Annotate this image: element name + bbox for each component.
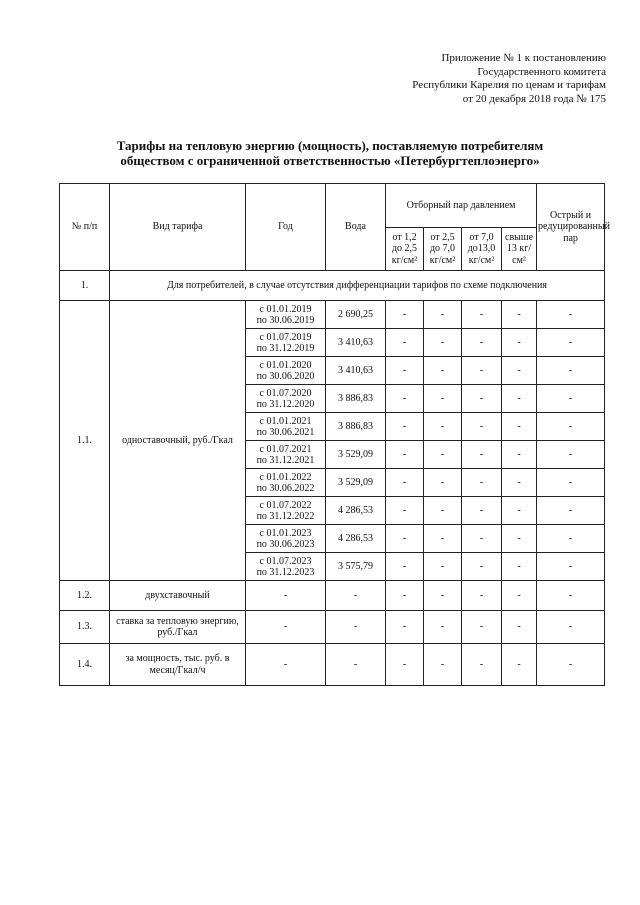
water-value: 3 529,09: [326, 441, 386, 469]
dash-cell: -: [424, 644, 462, 686]
dash-cell: -: [386, 644, 424, 686]
dash-cell: -: [246, 611, 326, 644]
period-cell: [246, 413, 326, 441]
dash-cell: -: [424, 581, 462, 611]
period-to: по 30.06.2020: [256, 370, 315, 382]
title-line: Тарифы на тепловую энергию (мощность), поставляемую потребителям: [116, 138, 544, 153]
period-to: по 31.12.2023: [256, 566, 315, 578]
dash-cell: -: [386, 413, 424, 441]
table-row: [60, 611, 605, 644]
dash-cell: -: [386, 525, 424, 553]
annex-note: [412, 52, 606, 106]
period-cell: [246, 441, 326, 469]
dash-cell: -: [326, 611, 386, 644]
dash-cell: -: [537, 611, 605, 644]
dash-cell: -: [462, 497, 502, 525]
dash-cell: -: [386, 611, 424, 644]
period-cell: [246, 301, 326, 329]
dash-cell: -: [462, 581, 502, 611]
dash-cell: -: [462, 525, 502, 553]
dash-cell: -: [502, 553, 537, 581]
annex-line: от 20 декабря 2018 года № 175: [462, 92, 606, 105]
dash-cell: -: [502, 413, 537, 441]
water-value: 3 410,63: [326, 357, 386, 385]
dash-cell: -: [537, 644, 605, 686]
header-type: Вид тарифа: [110, 184, 246, 271]
dash-cell: -: [502, 611, 537, 644]
dash-cell: -: [502, 385, 537, 413]
dash-cell: -: [386, 357, 424, 385]
dash-cell: -: [386, 553, 424, 581]
dash-cell: -: [502, 644, 537, 686]
document-title: [60, 138, 600, 168]
dash-cell: -: [462, 413, 502, 441]
header-pressure-4: свыше 13 кг/см²: [502, 228, 537, 271]
dash-cell: -: [462, 611, 502, 644]
water-value: 3 886,83: [326, 385, 386, 413]
dash-cell: -: [386, 581, 424, 611]
dash-cell: -: [386, 497, 424, 525]
period-from: с 01.01.2022: [259, 471, 312, 483]
header-pressure-1: от 1,2 до 2,5 кг/см²: [386, 228, 424, 271]
dash-cell: -: [386, 441, 424, 469]
dash-cell: -: [386, 329, 424, 357]
tariff-type: ставка за тепловую энергию, руб./Гкал: [110, 611, 246, 644]
table-row: [60, 301, 605, 329]
dash-cell: -: [537, 329, 605, 357]
dash-cell: -: [537, 385, 605, 413]
header-sharp-steam: Острый и редуцированный пар: [537, 184, 605, 271]
water-value: 4 286,53: [326, 497, 386, 525]
period-to: по 30.06.2023: [256, 538, 315, 550]
period-to: по 30.06.2019: [256, 314, 315, 326]
section-num: 1.: [60, 271, 110, 301]
period-from: с 01.01.2021: [259, 415, 312, 427]
dash-cell: -: [386, 301, 424, 329]
dash-cell: -: [502, 497, 537, 525]
row-num: 1.4.: [60, 644, 110, 686]
period-from: с 01.07.2023: [259, 555, 312, 567]
period-to: по 31.12.2022: [256, 510, 315, 522]
row-num: 1.1.: [60, 301, 110, 581]
annex-line: Приложение № 1 к постановлению: [441, 52, 606, 64]
dash-cell: -: [326, 644, 386, 686]
water-value: 2 690,25: [326, 301, 386, 329]
header-pressure-3: от 7,0 до13,0 кг/см²: [462, 228, 502, 271]
dash-cell: -: [424, 301, 462, 329]
dash-cell: -: [502, 329, 537, 357]
header-water: Вода: [326, 184, 386, 271]
period-to: по 30.06.2021: [256, 426, 315, 438]
dash-cell: -: [462, 553, 502, 581]
title-line: обществом с ограниченной ответственностью «Петербургтеплоэнерго»: [120, 153, 540, 168]
dash-cell: -: [246, 581, 326, 611]
water-value: 3 410,63: [326, 329, 386, 357]
header-steam: Отборный пар давлением: [386, 184, 537, 228]
dash-cell: -: [424, 611, 462, 644]
dash-cell: -: [537, 553, 605, 581]
dash-cell: -: [462, 441, 502, 469]
section-text: Для потребителей, в случае отсутствия дифференциации тарифов по схеме подключения: [110, 271, 605, 301]
period-from: с 01.07.2020: [259, 387, 312, 399]
dash-cell: -: [424, 497, 462, 525]
dash-cell: -: [502, 301, 537, 329]
dash-cell: -: [502, 441, 537, 469]
dash-cell: -: [462, 385, 502, 413]
period-from: с 01.01.2020: [259, 359, 312, 371]
period-cell: [246, 469, 326, 497]
row-num: 1.2.: [60, 581, 110, 611]
water-value: 3 575,79: [326, 553, 386, 581]
header-pressure-2: от 2,5 до 7,0 кг/см²: [424, 228, 462, 271]
dash-cell: -: [502, 357, 537, 385]
dash-cell: -: [502, 525, 537, 553]
period-cell: [246, 385, 326, 413]
dash-cell: -: [462, 357, 502, 385]
dash-cell: -: [537, 441, 605, 469]
dash-cell: -: [246, 644, 326, 686]
annex-line: Республики Карелия по ценам и тарифам: [412, 79, 606, 91]
dash-cell: -: [424, 441, 462, 469]
period-from: с 01.07.2021: [259, 443, 312, 455]
header-year: Год: [246, 184, 326, 271]
dash-cell: -: [537, 357, 605, 385]
annex-line: Государственного комитета: [477, 65, 606, 78]
dash-cell: -: [502, 581, 537, 611]
dash-cell: -: [424, 413, 462, 441]
dash-cell: -: [537, 301, 605, 329]
table-row: [60, 644, 605, 686]
period-cell: [246, 525, 326, 553]
table-row: [60, 581, 605, 611]
dash-cell: -: [502, 469, 537, 497]
dash-cell: -: [462, 301, 502, 329]
dash-cell: -: [424, 469, 462, 497]
period-cell: [246, 553, 326, 581]
period-from: с 01.07.2022: [259, 499, 312, 511]
dash-cell: -: [537, 469, 605, 497]
water-value: 3 529,09: [326, 469, 386, 497]
tariff-type: за мощность, тыс. руб. в месяц/Гкал/ч: [110, 644, 246, 686]
period-from: с 01.01.2019: [259, 303, 312, 315]
period-from: с 01.01.2023: [259, 527, 312, 539]
dash-cell: -: [326, 581, 386, 611]
dash-cell: -: [424, 385, 462, 413]
period-to: по 30.06.2022: [256, 482, 315, 494]
dash-cell: -: [537, 413, 605, 441]
dash-cell: -: [537, 525, 605, 553]
dash-cell: -: [424, 525, 462, 553]
period-to: по 31.12.2020: [256, 398, 315, 410]
period-cell: [246, 357, 326, 385]
dash-cell: -: [386, 385, 424, 413]
period-to: по 31.12.2021: [256, 454, 315, 466]
dash-cell: -: [462, 644, 502, 686]
water-value: 3 886,83: [326, 413, 386, 441]
dash-cell: -: [386, 469, 424, 497]
dash-cell: -: [424, 329, 462, 357]
dash-cell: -: [537, 497, 605, 525]
dash-cell: -: [462, 329, 502, 357]
water-value: 4 286,53: [326, 525, 386, 553]
period-from: с 01.07.2019: [259, 331, 312, 343]
tariff-type: одноставочный, руб./Гкал: [110, 301, 246, 581]
header-num: № п/п: [60, 184, 110, 271]
section-row: [60, 271, 605, 301]
period-cell: [246, 497, 326, 525]
tariff-type: двухставочный: [110, 581, 246, 611]
dash-cell: -: [424, 357, 462, 385]
period-to: по 31.12.2019: [256, 342, 315, 354]
dash-cell: -: [462, 469, 502, 497]
dash-cell: -: [424, 553, 462, 581]
tariff-table: [59, 183, 610, 686]
period-cell: [246, 329, 326, 357]
dash-cell: -: [537, 581, 605, 611]
row-num: 1.3.: [60, 611, 110, 644]
